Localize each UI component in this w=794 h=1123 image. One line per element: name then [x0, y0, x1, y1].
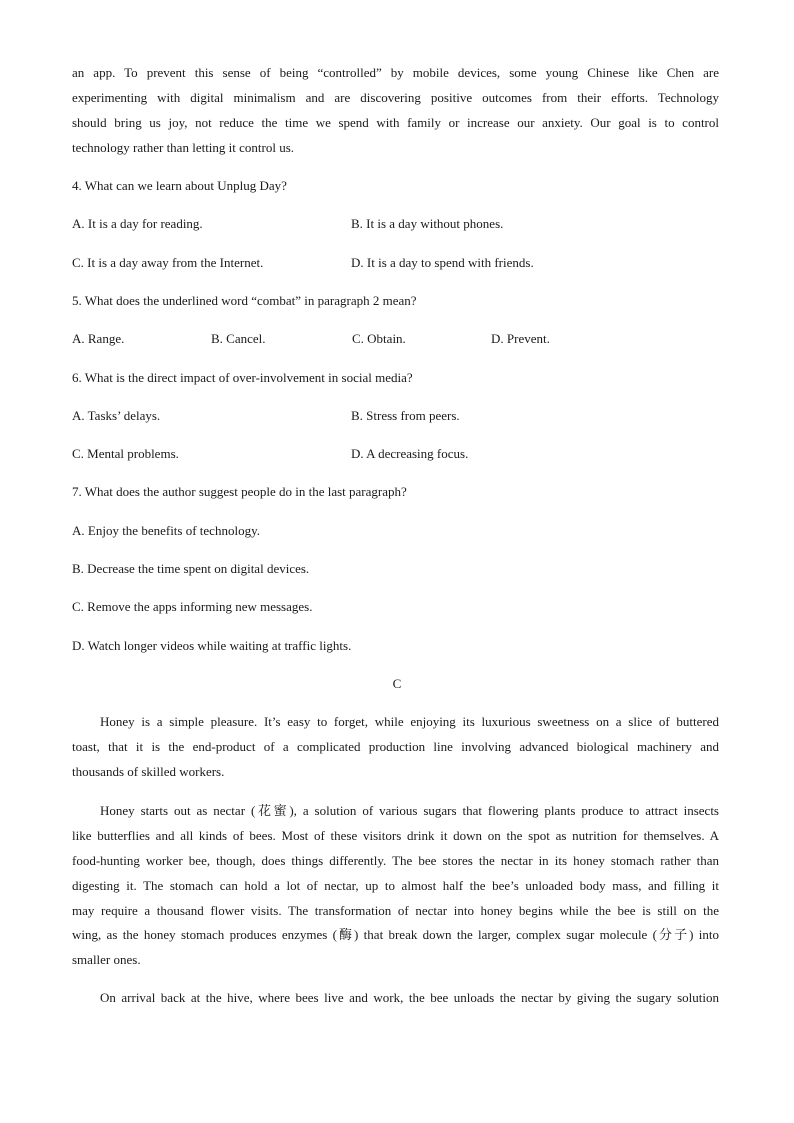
passage-line: technology rather than letting it control us.: [72, 140, 295, 155]
question-stem-6: 6. What is the direct impact of over-involvement in social media?: [72, 370, 413, 385]
q4-option-b: B. It is a day without phones.: [351, 216, 504, 231]
paragraph-line: Honey starts out as nectar (花蜜), a solution of various sugars that flowering plants produce to attract insects: [100, 803, 719, 818]
paragraph-line: wing, as the honey stomach produces enzymes (酶) that break down the larger, complex sugar molecule (分子) into: [72, 927, 719, 942]
paragraph-line: toast, that it is the end-product of a complicated production line involving advanced biological machinery and: [72, 739, 719, 754]
passage-line: an app. To prevent this sense of being “controlled” by mobile devices, some young Chinese like Chen are: [72, 65, 719, 80]
q4-option-c: C. It is a day away from the Internet.: [72, 255, 264, 270]
question-stem-5: [72, 293, 417, 309]
q5-stem-after: in paragraph 2 mean?: [301, 293, 417, 308]
paragraph-line: like butterflies and all kinds of bees. Most of these visitors drink it down on the spot as nutrition for themselves. A: [72, 828, 719, 843]
q5-stem-word: “combat”: [251, 293, 302, 308]
q7-option-a: A. Enjoy the benefits of technology.: [72, 523, 260, 538]
q6-option-c: C. Mental problems.: [72, 446, 179, 461]
q6-option-d: D. A decreasing focus.: [351, 446, 469, 461]
q4-option-a: A. It is a day for reading.: [72, 216, 203, 231]
paragraph-line: Honey is a simple pleasure. It’s easy to forget, while enjoying its luxurious sweetness on a slice of buttered: [100, 714, 719, 729]
paragraph-line: digesting it. The stomach can hold a lot of nectar, up to almost half the bee’s unloaded body mass, and filling it: [72, 878, 719, 893]
q6-option-b: B. Stress from peers.: [351, 408, 460, 423]
paragraph-line: may require a thousand flower visits. The transformation of nectar into honey begins while the bee is still on the: [72, 903, 719, 918]
q5-option-b: B. Cancel.: [211, 331, 266, 346]
paragraph-line: thousands of skilled workers.: [72, 764, 225, 779]
q5-stem-before: 5. What does the underlined word: [72, 293, 252, 308]
q4-option-d: D. It is a day to spend with friends.: [351, 255, 534, 270]
q6-option-a: A. Tasks’ delays.: [72, 408, 161, 423]
q5-option-a: A. Range.: [72, 331, 125, 346]
question-stem-4: 4. What can we learn about Unplug Day?: [72, 178, 287, 193]
q7-option-c: C. Remove the apps informing new messages.: [72, 599, 313, 614]
question-stem-7: 7. What does the author suggest people do in the last paragraph?: [72, 484, 407, 499]
section-heading-c: C: [392, 676, 402, 691]
passage-line: experimenting with digital minimalism and are discovering positive outcomes from their efforts. Technology: [72, 90, 719, 105]
q5-option-d: D. Prevent.: [491, 331, 550, 346]
paragraph-line: food-hunting worker bee, though, does things differently. The bee stores the nectar in its honey stomach rather than: [72, 853, 719, 868]
q7-option-d: D. Watch longer videos while waiting at traffic lights.: [72, 638, 352, 653]
passage-line: should bring us joy, not reduce the time we spend with family or increase our anxiety. Our goal is to control: [72, 115, 719, 130]
q7-option-b: B. Decrease the time spent on digital devices.: [72, 561, 310, 576]
paragraph-line: smaller ones.: [72, 952, 141, 967]
paragraph-line: On arrival back at the hive, where bees live and work, the bee unloads the nectar by giving the sugary solution: [100, 990, 719, 1005]
q5-option-c: C. Obtain.: [352, 331, 406, 346]
